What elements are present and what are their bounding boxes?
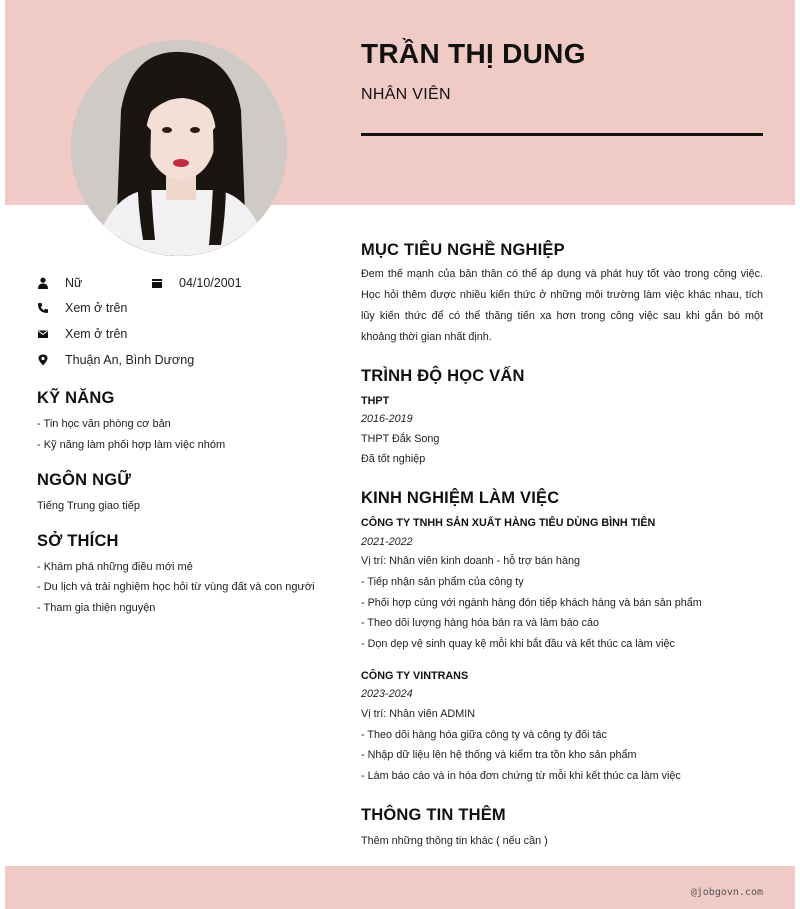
job-duty: - Theo dõi lượng hàng hóa bán ra và làm báo cáo — [361, 617, 600, 629]
mail-icon — [37, 328, 49, 340]
education-title: TRÌNH ĐỘ HỌC VẤN — [361, 367, 525, 385]
phone-value: Xem ở trên — [65, 301, 128, 315]
job-company: CÔNG TY VINTRANS — [361, 670, 469, 682]
education-school: THPT Đắk Song — [361, 433, 440, 445]
calendar-icon — [151, 277, 163, 289]
job-duty: - Làm báo cáo và in hóa đơn chứng từ mỗi khi kết thúc ca làm việc — [361, 770, 681, 782]
languages-title: NGÔN NGỮ — [37, 471, 132, 489]
candidate-name: TRẦN THỊ DUNG — [361, 38, 586, 69]
job-duty: - Tiếp nhận sản phẩm của công ty — [361, 576, 524, 588]
hobbies-title: SỞ THÍCH — [37, 532, 119, 550]
person-icon — [37, 277, 49, 289]
address-row — [37, 353, 194, 367]
candidate-position: NHÂN VIÊN — [361, 86, 451, 103]
location-pin-icon — [37, 354, 49, 366]
phone-icon — [37, 302, 49, 314]
hobby-item: - Khám phá những điều mới mẻ — [37, 561, 193, 573]
hobby-item: - Tham gia thiện nguyện — [37, 602, 156, 614]
objective-text: Đem thế mạnh của bản thân có thể áp dụng và phát huy tốt vào trong công việc. Học hỏi thêm được nhiều kiến thức ở những môi trường làm việc khác nhau, tích lũy kiến thức để có thể thăng tiến xa hơn trong công việc sau khi gắn bó một khoảng thời gian nhất định. — [361, 268, 763, 343]
education-years: 2016-2019 — [361, 413, 413, 425]
avatar — [71, 40, 287, 256]
job-duty: - Theo dõi hàng hóa giữa công ty và công ty đối tác — [361, 729, 607, 741]
header-divider — [361, 133, 763, 136]
skills-title: KỸ NĂNG — [37, 389, 115, 407]
job-company: CÔNG TY TNHH SẢN XUẤT HÀNG TIÊU DÙNG BÌNH TIÊN — [361, 517, 656, 529]
education-status: Đã tốt nghiệp — [361, 453, 426, 465]
email-value: Xem ở trên — [65, 327, 128, 341]
job-duty: - Nhập dữ liệu lên hệ thống và kiểm tra tồn kho sản phẩm — [361, 749, 637, 761]
footer-watermark: @jobgovn.com — [690, 887, 763, 898]
job-position: Vị trí: Nhân viên ADMIN — [361, 708, 476, 720]
cv-page — [5, 0, 795, 909]
gender-row — [37, 276, 82, 290]
job-duty: - Phối hợp cùng với ngành hàng đón tiếp khách hàng và bán sản phẩm — [361, 597, 702, 609]
language-item: Tiếng Trung giao tiếp — [37, 500, 140, 512]
dob-row — [151, 276, 242, 290]
job-years: 2023-2024 — [361, 688, 413, 700]
job-years: 2021-2022 — [361, 536, 413, 548]
skill-item: - Tin học văn phòng cơ bản — [37, 418, 171, 430]
skill-item: - Kỹ năng làm phối hợp làm việc nhóm — [37, 439, 226, 451]
extra-title: THÔNG TIN THÊM — [361, 806, 506, 824]
objective-title: MỤC TIÊU NGHỀ NGHIỆP — [361, 241, 565, 259]
job-position: Vị trí: Nhân viên kinh doanh - hỗ trợ bán hàng — [361, 555, 580, 567]
footer-band — [5, 866, 795, 909]
address-value: Thuận An, Bình Dương — [65, 353, 195, 367]
phone-row — [37, 301, 127, 315]
extra-text: Thêm những thông tin khác ( nếu cần ) — [361, 835, 548, 847]
dob-value: 04/10/2001 — [179, 276, 242, 290]
hobby-item: - Du lịch và trải nghiệm học hỏi từ vùng đất và con người — [37, 581, 315, 593]
experience-title: KINH NGHIỆM LÀM VIỆC — [361, 489, 560, 507]
gender-value: Nữ — [65, 276, 83, 290]
email-row — [37, 327, 127, 341]
job-duty: - Dọn dẹp vệ sinh quay kệ mỗi khi bắt đầu và kết thúc ca làm việc — [361, 638, 675, 650]
education-level: THPT — [361, 395, 390, 407]
